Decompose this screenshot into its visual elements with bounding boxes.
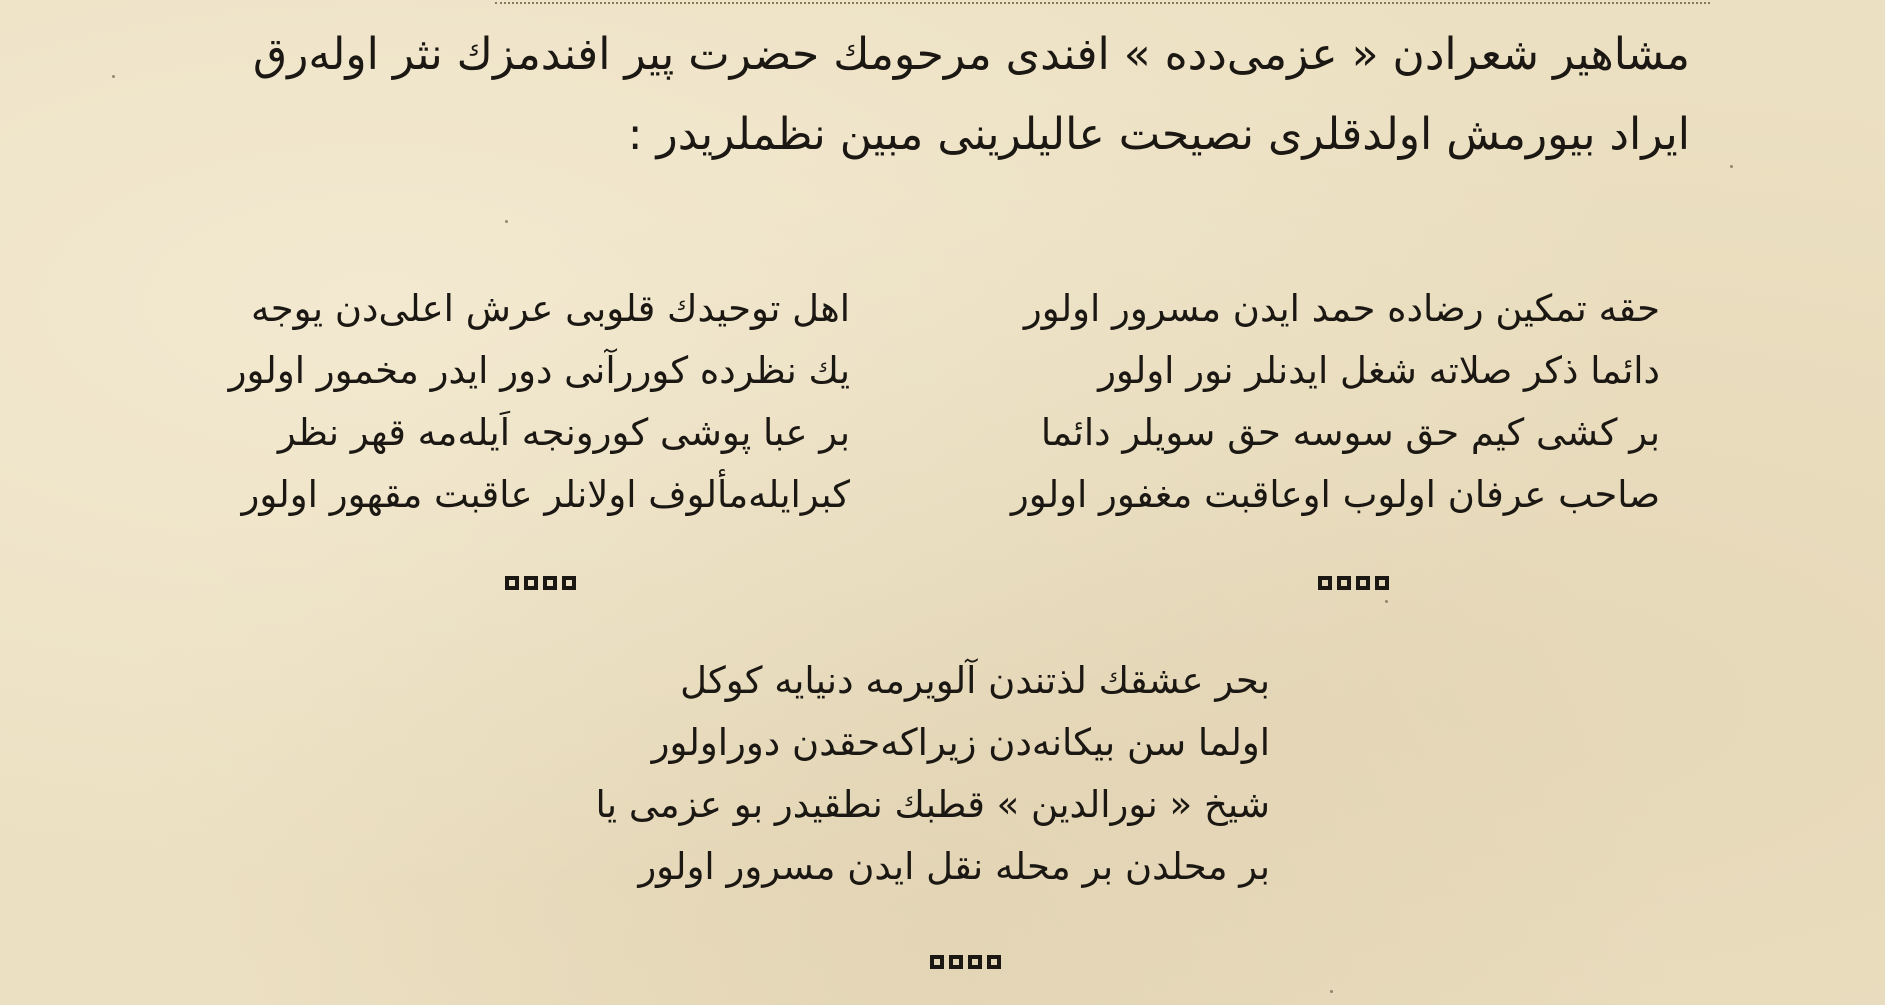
- verse-line: بر محلدن بر محله نقل ایدن مسرور اولور: [638, 845, 1270, 888]
- verse-line: شیخ « نورالدین » قطبك نطقیدر بو عزمی یا: [595, 783, 1270, 826]
- separator-square-icon: [968, 955, 982, 969]
- top-dotted-rule: [495, 2, 1710, 4]
- verse-line: اولما سن بیکانه‌دن زیراکه‌حقدن دوراولور: [651, 721, 1270, 764]
- verse-line: صاحب عرفان اولوب اوعاقبت مغفور اولور: [1010, 473, 1660, 516]
- verse-line: یك نظرده کوررآنی دور ایدر مخمور اولور: [228, 349, 850, 392]
- separator-square-icon: [987, 955, 1001, 969]
- verse-line: بر کشی کیم حق سوسه حق سویلر دائما: [1040, 411, 1660, 454]
- verse-line: کبرایله‌مألوف اولانلر عاقبت مقهور اولور: [241, 473, 850, 516]
- stanza-right: [1010, 278, 1660, 526]
- stanza-left: [228, 278, 850, 526]
- separator-square-icon: [505, 576, 519, 590]
- separator-square-icon: [949, 955, 963, 969]
- paper-fleck: [1385, 600, 1388, 603]
- separator-square-icon: [1356, 576, 1370, 590]
- stanza-bottom: [595, 650, 1270, 898]
- separator-square-icon: [930, 955, 944, 969]
- intro-line-2: ایراد بیورمش اولدقلری نصیحت عالیلرینی مبین نظملریدر :: [627, 109, 1690, 160]
- separator-square-icon: [562, 576, 576, 590]
- paper-fleck: [1330, 990, 1333, 993]
- separator-square-icon: [543, 576, 557, 590]
- separator-square-icon: [524, 576, 538, 590]
- stanza-separator: [505, 576, 576, 590]
- verse-line: بحر عشقك لذتندن آلویرمه دنیایه کوکل: [680, 659, 1270, 702]
- verse-line: بر عبا پوشی کورونجه اَیله‌مه قهر نظر: [277, 411, 850, 454]
- verse-line: دائما ذکر صلاته شغل ایدنلر نور اولور: [1098, 349, 1660, 392]
- verse-line: حقه تمکین رضاده حمد ایدن مسرور اولور: [1023, 287, 1660, 330]
- separator-square-icon: [1337, 576, 1351, 590]
- separator-square-icon: [1375, 576, 1389, 590]
- paper-fleck: [112, 75, 115, 78]
- stanza-separator: [930, 955, 1001, 969]
- verse-line: اهل توحیدك قلوبی عرش اعلی‌دن یوجه: [250, 287, 850, 330]
- paper-fleck: [1730, 165, 1733, 168]
- stanza-separator: [1318, 576, 1389, 590]
- separator-square-icon: [1318, 576, 1332, 590]
- intro-line-1: مشاهیر شعرادن « عزمی‌دده » افندی مرحومك حضرت پیر افندمزك نثر اوله‌رق: [253, 29, 1690, 80]
- paper-fleck: [505, 220, 508, 223]
